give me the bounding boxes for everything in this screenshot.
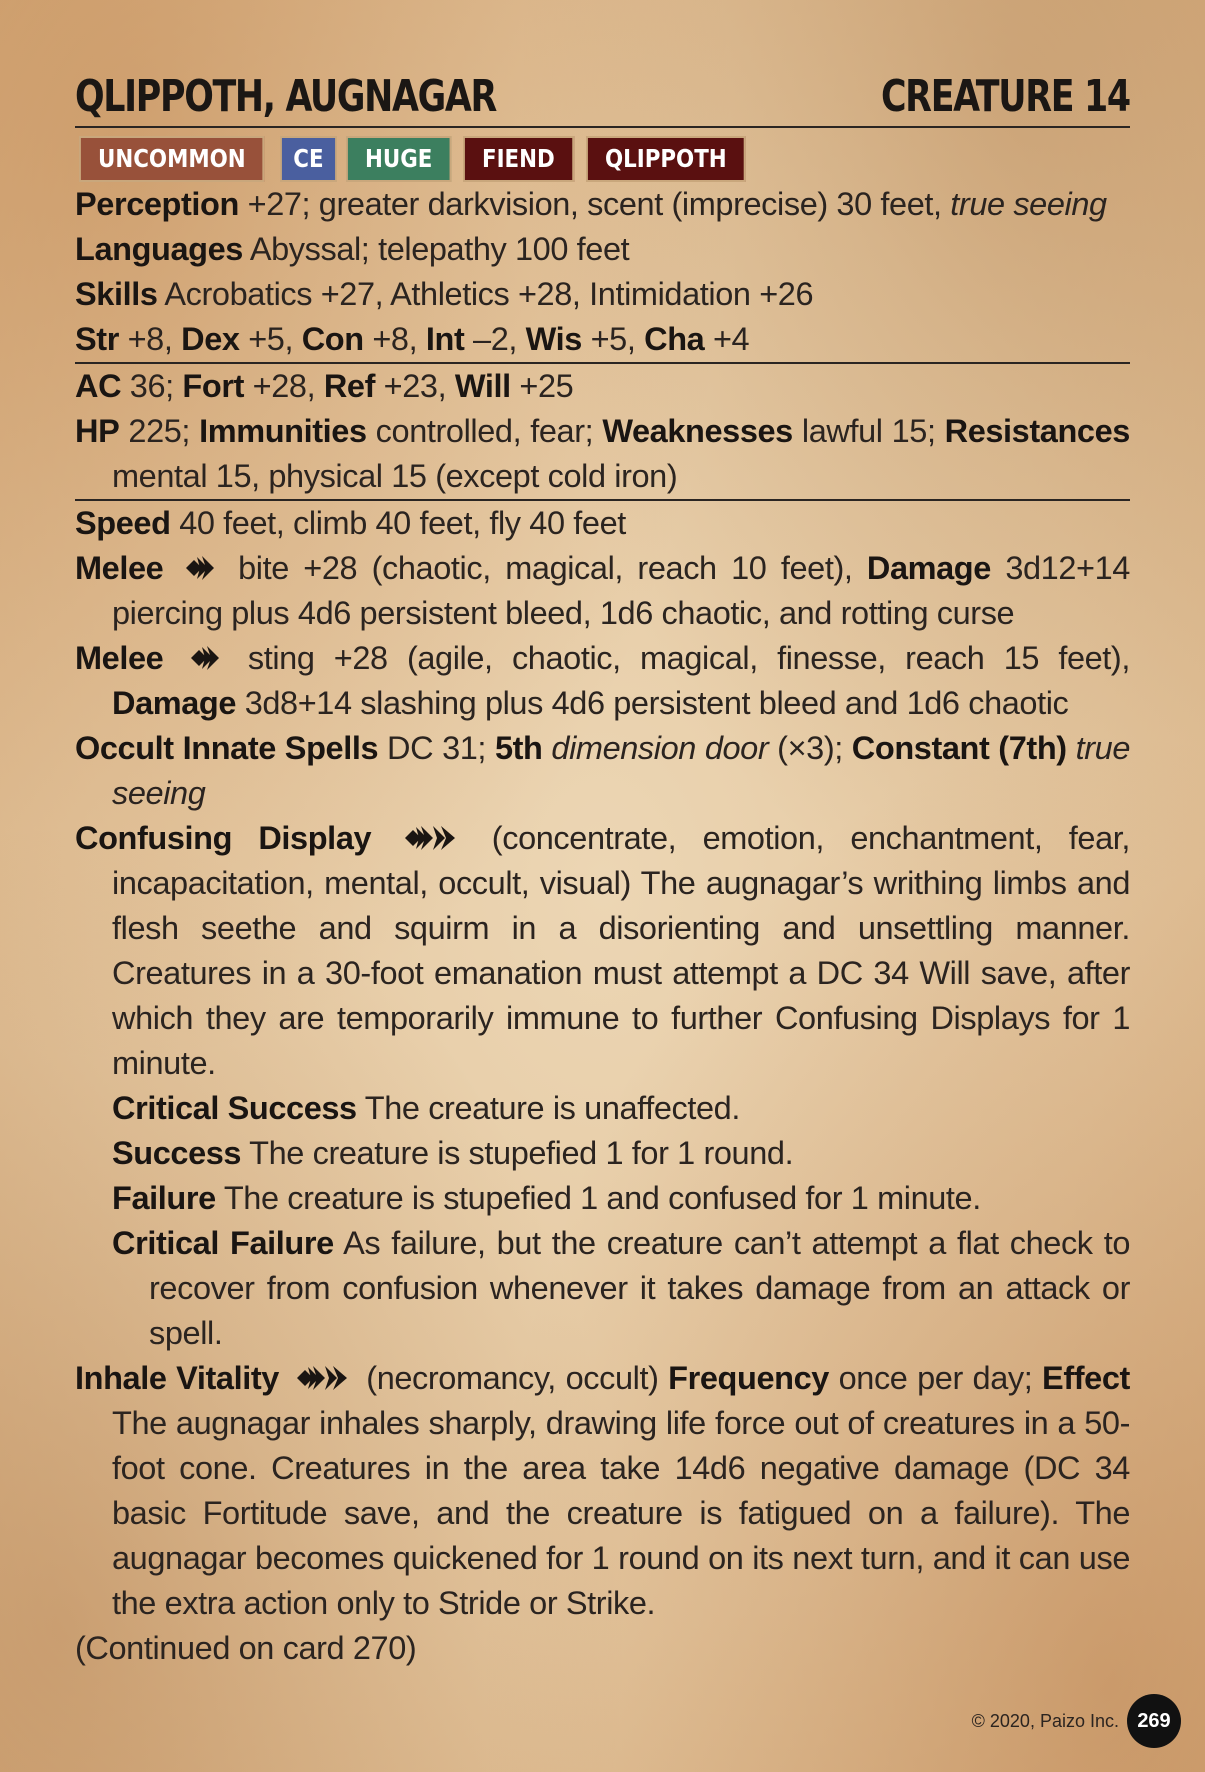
inhale-vitality: Inhale Vitality (necromancy, occult) Frequency once per day; Effect The augnagar inhales sharply, drawing life force out of creatures in a 50-foot cone. Creatures in the area take 14d6 negative damage (DC 34 basic Fortitude save, and the creature is fatigued on a failure). The augnagar becomes quickened for 1 round on its next turn, and it can use the extra action only to Stride or Strike. [75, 1360, 1130, 1621]
melee-sting: Melee sting +28 (agile, chaotic, magical, finesse, reach 15 feet), Damage 3d8+14 slashing plus 4d6 persistent bleed and 1d6 chaotic [75, 640, 1130, 721]
single-action-icon [189, 643, 223, 673]
single-action-icon [184, 553, 218, 583]
confusing-display: Confusing Display (concentrate, emotion, enchantment, fear, incapacitation, mental, occult, visual) The augnagar’s writhing limbs and flesh seethe and squirm in a disorienting and unsettling manner. Creatures in a 30-foot emanation must attempt a DC 34 Will save, after which they are temporarily immune to further Confusing Displays for 1 minute. [75, 820, 1131, 1081]
perception-line: Perception +27; greater darkvision, scent (imprecise) 30 feet, true seeing [75, 186, 1107, 222]
degree-success: Success The creature is stupefied 1 for 1 round. [112, 1135, 794, 1171]
trait-alignment: CE [280, 136, 337, 182]
trait-qlippoth: QLIPPOTH [586, 136, 746, 182]
languages-line: Languages Abyssal; telepathy 100 feet [75, 231, 630, 267]
page-number-badge: 269 [1127, 1694, 1181, 1748]
trait-uncommon: UNCOMMON [79, 136, 265, 182]
trait-list [79, 136, 1130, 182]
title-row [75, 72, 1130, 128]
degree-failure: Failure The creature is stupefied 1 and confused for 1 minute. [112, 1180, 981, 1216]
creature-name: QLIPPOTH, AUGNAGAR [75, 71, 497, 122]
two-actions-icon [295, 1363, 351, 1393]
creature-card [75, 72, 1130, 1671]
spells-line: Occult Innate Spells DC 31; 5th dimension door (×3); Constant (7th) true seeing [75, 730, 1130, 811]
melee-bite: Melee bite +28 (chaotic, magical, reach 10 feet), Damage 3d12+14 piercing plus 4d6 persistent bleed, 1d6 chaotic, and rotting curse [75, 550, 1130, 631]
two-actions-icon [403, 823, 459, 853]
trait-fiend: FIEND [463, 136, 574, 182]
attributes-line: Str +8, Dex +5, Con +8, Int –2, Wis +5, Cha +4 [75, 321, 750, 357]
copyright-text: © 2020, Paizo Inc. [971, 1710, 1119, 1731]
defense-line: AC 36; Fort +28, Ref +23, Will +25 [75, 362, 1130, 409]
speed-line: Speed 40 feet, climb 40 feet, fly 40 feet [75, 499, 1130, 546]
footer [971, 1694, 1171, 1748]
trait-size: HUGE [346, 136, 451, 182]
degree-critical-failure: Critical Failure As failure, but the creature can’t attempt a flat check to recover from confusion whenever it takes damage from an attack or spell. [112, 1225, 1131, 1351]
degree-critical-success: Critical Success The creature is unaffected. [112, 1090, 740, 1126]
hp-line: HP 225; Immunities controlled, fear; Weaknesses lawful 15; Resistances mental 15, physical 15 (except cold iron) [75, 413, 1130, 494]
continued-note: (Continued on card 270) [75, 1630, 417, 1666]
skills-line: Skills Acrobatics +27, Athletics +28, Intimidation +26 [75, 276, 814, 312]
creature-level: CREATURE 14 [881, 71, 1130, 122]
